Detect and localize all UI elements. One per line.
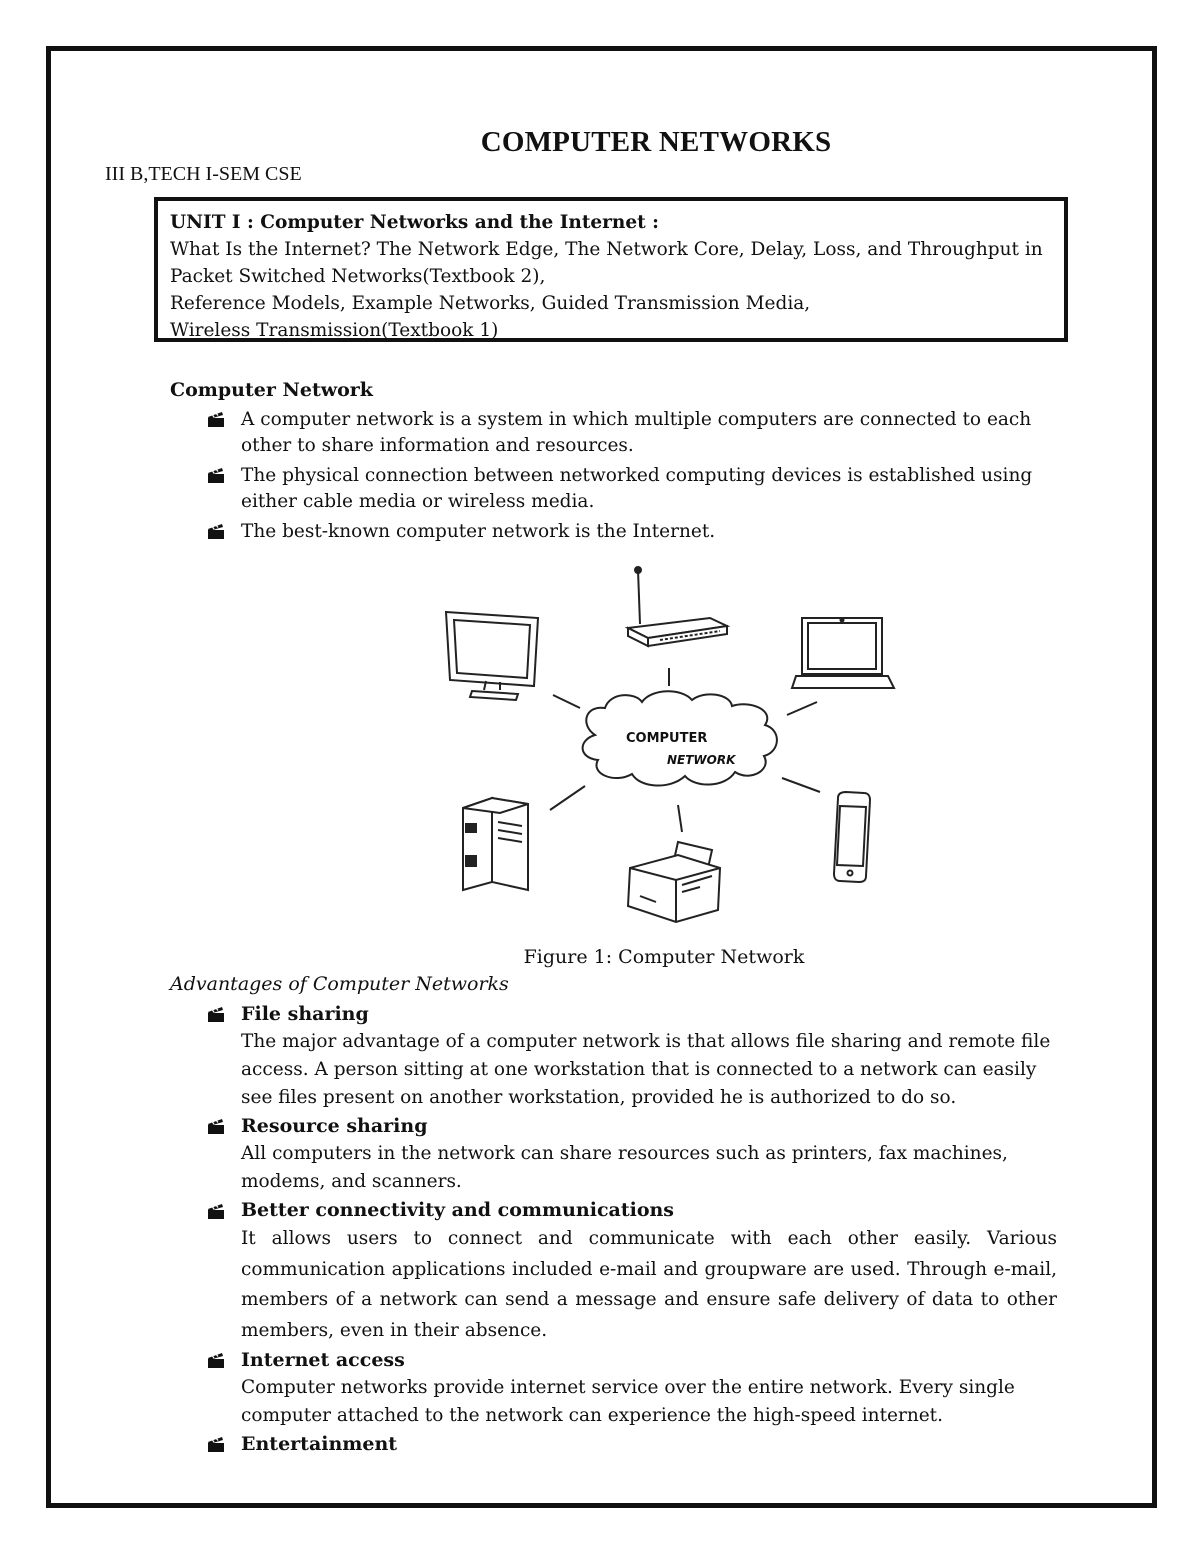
unit-line: Wireless Transmission(Textbook 1) <box>170 320 499 341</box>
bullet-text: The physical connection between networked computing devices is established using either cable media or wireless media. <box>241 465 1033 512</box>
list-item <box>205 1346 1057 1430</box>
unit-heading: UNIT I : Computer Networks and the Internet : <box>170 212 659 233</box>
monitor-icon <box>446 612 538 700</box>
clapperboard-icon <box>205 1003 227 1025</box>
laptop-icon <box>792 618 894 688</box>
unit-summary-box <box>154 197 1068 342</box>
advantage-title: File sharing <box>241 1003 369 1025</box>
cloud-label-line2: NETWORK <box>667 753 736 767</box>
advantage-title: Better connectivity and communications <box>241 1199 675 1221</box>
clapperboard-icon <box>205 1433 227 1455</box>
clapperboard-icon <box>205 464 227 486</box>
list-item <box>205 1112 1057 1196</box>
bullet-text: The best-known computer network is the Internet. <box>241 521 716 542</box>
figure-caption: Figure 1: Computer Network <box>523 946 805 968</box>
advantage-body: The major advantage of a computer network is that allows file sharing and remote file access. A person sitting at one workstation that is connected to a network can easily see files present on another workstation, provided he is authorized to do so. <box>241 1031 1051 1108</box>
page-title: COMPUTER NETWORKS <box>480 126 832 158</box>
advantage-body: Computer networks provide internet service over the entire network. Every single computer attached to the network can experience the high-speed internet. <box>241 1377 1015 1426</box>
advantage-body: It allows users to connect and communicate with each other easily. Various communication applications included e-mail and groupware are used. Through e-mail, members of a network can send a message and ensure safe delivery of data to other members, even in their absence. <box>241 1228 1057 1341</box>
bullet-text: A computer network is a system in which multiple computers are connected to each other to share information and resources. <box>241 409 1032 456</box>
desktop-tower-icon <box>463 798 528 890</box>
clapperboard-icon <box>205 1115 227 1137</box>
unit-line: What Is the Internet? The Network Edge, The Network Core, Delay, Loss, and Throughput in <box>170 239 1043 260</box>
advantage-body: All computers in the network can share resources such as printers, fax machines, modems, and scanners. <box>241 1143 1008 1192</box>
list-item <box>205 1000 1057 1112</box>
section-heading-advantages: Advantages of Computer Networks <box>170 973 509 995</box>
section-heading-computer-network: Computer Network <box>170 379 373 401</box>
advantage-title: Entertainment <box>241 1433 398 1455</box>
advantages-list <box>205 1000 1057 1458</box>
advantage-title: Resource sharing <box>241 1115 428 1137</box>
clapperboard-icon <box>205 520 227 542</box>
unit-line: Reference Models, Example Networks, Guided Transmission Media, <box>170 293 811 314</box>
list-item <box>205 1430 1057 1458</box>
smartphone-icon <box>834 792 870 882</box>
course-label: III B,TECH I-SEM CSE <box>105 163 302 185</box>
clapperboard-icon <box>205 408 227 430</box>
advantage-title: Internet access <box>241 1349 405 1371</box>
list-item <box>205 1196 1057 1346</box>
unit-line: Packet Switched Networks(Textbook 2), <box>170 266 546 287</box>
list-item <box>205 519 1065 545</box>
clapperboard-icon <box>205 1349 227 1371</box>
router-icon <box>628 567 727 646</box>
cloud-label-line1: COMPUTER <box>626 731 708 746</box>
network-figure <box>420 560 910 930</box>
bullet-list <box>205 407 1065 545</box>
list-item <box>205 463 1065 515</box>
network-diagram <box>420 560 910 930</box>
list-item <box>205 407 1065 459</box>
clapperboard-icon <box>205 1200 227 1222</box>
printer-icon <box>628 842 720 922</box>
